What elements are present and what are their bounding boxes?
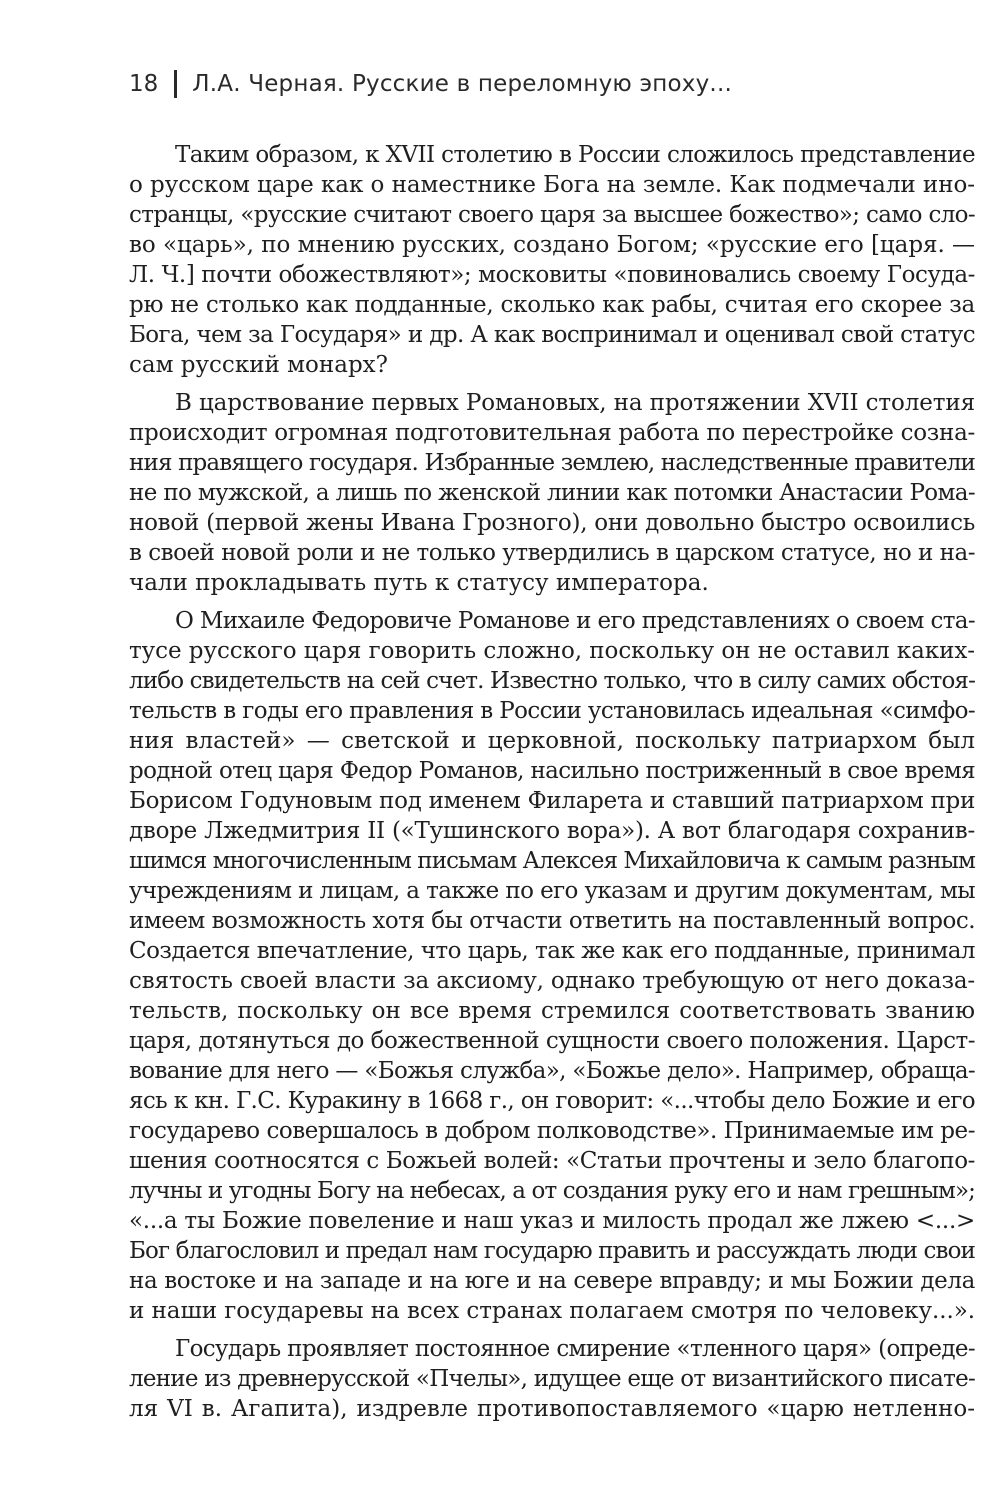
text-line: родной отец царя Федор Романов, насильно постриженный в свое время (129, 758, 975, 784)
text-line: В царствование первых Романовых, на протяжении XVII столетия (175, 390, 975, 416)
text-line: царя, дотянуться до божественной сущности своего положения. Царст- (129, 1028, 975, 1054)
text-line: Таким образом, к XVII столетию в России сложилось представление (175, 142, 975, 168)
text-line: шимся многочисленным письмам Алексея Михайловича к самым разным (129, 848, 975, 874)
text-line: государево совершалось в добром полководстве». Принимаемые им ре- (129, 1118, 975, 1144)
paragraph (129, 606, 975, 1326)
text-line: вование для него — «Божья служба», «Божье дело». Например, обраща- (129, 1058, 975, 1084)
text-line: Бог благословил и предал нам государю править и рассуждать люди свои (129, 1238, 975, 1264)
text-line: тельств в годы его правления в России установилась идеальная «симфо- (129, 698, 975, 724)
text-line: ление из древнерусской «Пчелы», идущее еще от византийского писате- (129, 1366, 975, 1392)
text-line: дворе Лжедмитрия II («Тушинского вора»). А вот благодаря сохранив- (129, 818, 975, 844)
text-line: чали прокладывать путь к статусу императора. (129, 570, 709, 596)
text-line: имеем возможность хотя бы отчасти ответить на поставленный вопрос. (129, 908, 975, 934)
text-line: шения соотносятся с Божьей волей: «Статьи прочтены и зело благопо- (129, 1148, 975, 1174)
text-line: странцы, «русские считают своего царя за высшее божество»; само сло- (129, 202, 975, 228)
paragraph (129, 388, 975, 598)
text-line: не по мужской, а лишь по женской линии как потомки Анастасии Рома- (129, 480, 975, 506)
header-separator (174, 70, 177, 98)
text-line: ния властей» — светской и церковной, поскольку патриархом был (129, 728, 975, 754)
text-line: О Михаиле Федоровиче Романове и его представлениях о своем ста- (175, 608, 976, 634)
running-header (129, 70, 732, 98)
paragraph (129, 1334, 975, 1424)
text-line: ясь к кн. Г.С. Куракину в 1668 г., он говорит: «...чтобы дело Божие и его (129, 1088, 975, 1114)
text-line: ля VI в. Агапита), издревле противопоставляемого «царю нетленно- (129, 1396, 975, 1422)
page-number: 18 (129, 71, 159, 97)
text-line: сам русский монарх? (129, 352, 388, 378)
text-line: «...а ты Божие повеление и наш указ и милость продал же лжею <...> (129, 1208, 975, 1234)
text-line: Бога, чем за Государя» и др. А как воспринимал и оценивал свой статус (129, 322, 975, 348)
text-line: Создается впечатление, что царь, так же как его подданные, принимал (129, 938, 976, 964)
text-line: Борисом Годуновым под именем Филарета и ставший патриархом при (129, 788, 975, 814)
text-line: Л. Ч.] почти обожествляют»; московиты «повиновались своему Госуда- (129, 262, 975, 288)
paragraph (129, 140, 975, 380)
text-line: новой (первой жены Ивана Грозного), они довольно быстро освоились (129, 510, 975, 536)
text-line: происходит огромная подготовительная работа по перестройке созна- (129, 420, 975, 446)
text-line: тусе русского царя говорить сложно, поскольку он не оставил каких- (129, 638, 975, 664)
text-line: и наши государевы на всех странах полагаем смотря по человеку...». (129, 1298, 975, 1324)
text-line: рю не столько как подданные, сколько как рабы, считая его скорее за (129, 292, 975, 318)
text-line: о русском царе как о наместнике Бога на земле. Как подмечали ино- (129, 172, 975, 198)
text-line: на востоке и на западе и на юге и на севере вправду; и мы Божии дела (129, 1268, 975, 1294)
text-line: лучны и угодны Богу на небесах, а от создания руку его и нам грешным»; (129, 1178, 975, 1204)
text-line: Государь проявляет постоянное смирение «тленного царя» (опреде- (175, 1336, 975, 1362)
text-line: во «царь», по мнению русских, создано Богом; «русские его [царя. — (129, 232, 975, 258)
text-line: учреждениям и лицам, а также по его указам и другим документам, мы (129, 878, 975, 904)
running-title: Л.А. Черная. Русские в переломную эпоху... (192, 71, 732, 97)
body-text (129, 140, 975, 1432)
text-line: либо свидетельств на сей счет. Известно только, что в силу самих обстоя- (129, 668, 975, 694)
text-line: ния правящего государя. Избранные землею, наследственные правители (129, 450, 976, 476)
text-line: тельств, поскольку он все время стремился соответствовать званию (129, 998, 975, 1024)
text-line: святость своей власти за аксиому, однако требующую от него доказа- (129, 968, 975, 994)
text-line: в своей новой роли и не только утвердились в царском статусе, но и на- (129, 540, 975, 566)
